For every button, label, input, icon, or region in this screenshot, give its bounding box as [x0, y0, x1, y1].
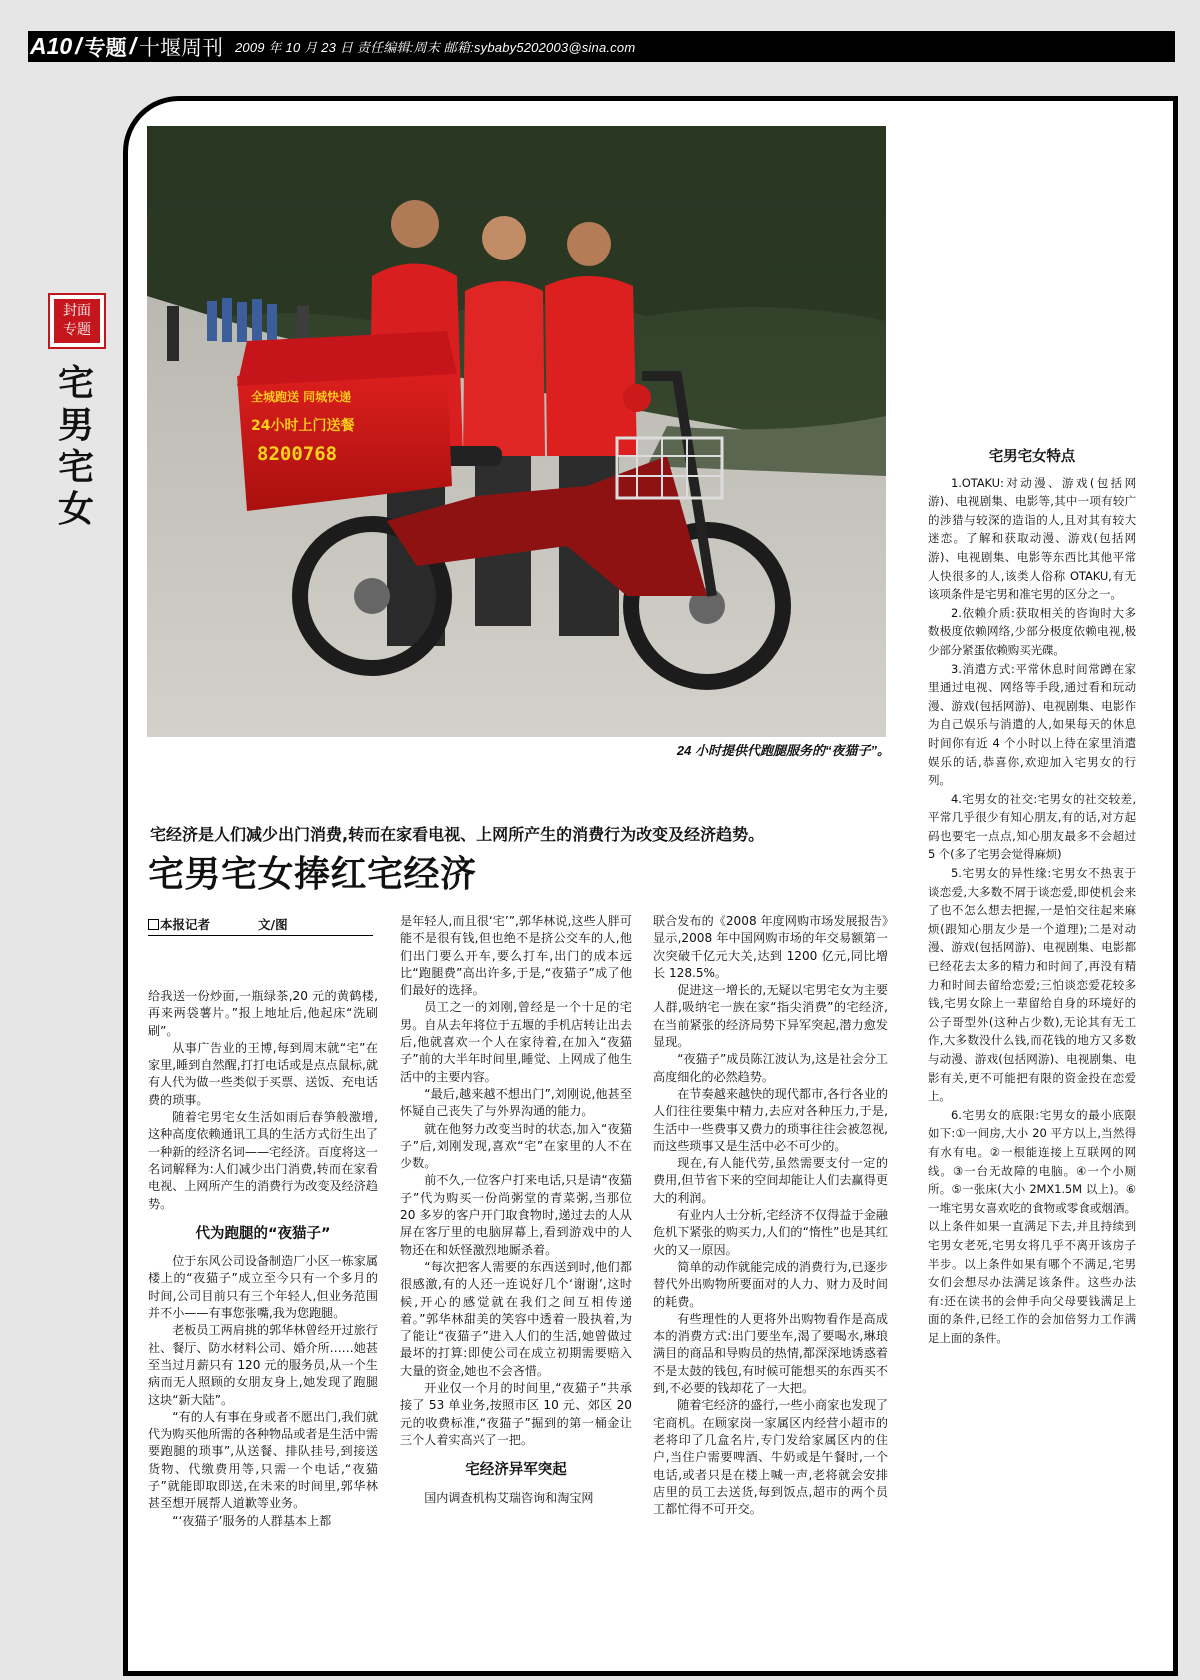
- header-separator: /: [129, 33, 136, 59]
- sidebar-item: 4.宅男女的社交:宅男女的社交较差,平常几乎很少有知心朋友,有的话,对方起码也要宅一点点,知心朋友最多不会超过 5 个(多了宅男会觉得麻烦): [928, 791, 1136, 862]
- article-photo: [147, 126, 886, 737]
- subhead: 代为跑腿的“夜猫子”: [195, 1225, 331, 1242]
- byline: [148, 915, 378, 933]
- section-name: 专题: [84, 35, 127, 60]
- byline-reporter: 本报记者: [160, 917, 211, 932]
- paragraph: 联合发布的《2008 年度网购市场发展报告》显示,2008 年中国网购市场的年交易额第一次突破千亿元大关,达到 1200 亿元,同比增长 128.5%。: [653, 914, 888, 980]
- paragraph: 随着宅男宅女生活如雨后春笋般激增,这种高度依赖通讯工具的生活方式衍生出了一种新的经济名词——宅经济。百度将这一名词解释为:人们减少出门消费,转而在家看电视、上网所产生的消费行为改变及经济趋势。: [148, 1110, 378, 1211]
- sidebar-item: 1.OTAKU:对动漫、游戏(包括网游)、电视剧集、电影等,其中一项有较广的涉猎与较深的造诣的人,且对其有较大迷恋。了解和获取动漫、游戏(包括网游)、电视剧集、电影等东西比其他平常人快很多的人,该类人俗称 OTAKU,有无该项条件是宅男和准宅男的区分之一。: [928, 475, 1136, 602]
- paragraph: 从事广告业的王博,每到周末就“宅”在家里,睡到自然醒,打打电话或是点点鼠标,就有人代为做一些类似于买票、送饭、充电话费的琐事。: [148, 1040, 378, 1107]
- paragraph: 国内调查机构艾瑞咨询和淘宝网: [424, 1490, 594, 1505]
- paragraph: “‘夜猫子’服务的人群基本上都: [172, 1513, 332, 1528]
- header-separator: /: [75, 33, 82, 59]
- badge-line: 封面: [63, 303, 91, 319]
- paragraph: “夜猫子”成员陈江波认为,这是社会分工高度细化的必然趋势。: [653, 1052, 888, 1084]
- sidebar-item: 3.消遣方式:平常休息时间常蹲在家里通过电视、网络等手段,通过看和玩动漫、游戏(包括网游)、电视剧集、电影作为自己娱乐与消遣的人,如果每天的休息时间你有近 4 个小时以上待在家里消遣娱乐的话,恭喜你,欢迎加入宅男女的行列。: [928, 661, 1136, 788]
- sign-line: 全城跑送 同城快递: [251, 390, 352, 404]
- side-title-char: 宅: [57, 446, 94, 488]
- side-title-char: 宅: [57, 362, 94, 404]
- paragraph: 给我送一份炒面,一瓶绿茶,20 元的黄鹤楼,再来两袋薯片。”报上地址后,他起床“洗刷刷”。: [148, 989, 378, 1038]
- badge-line: 专题: [63, 322, 91, 338]
- sidebar-title: 宅男宅女特点: [988, 449, 1076, 465]
- cover-topic-badge: [48, 293, 106, 349]
- paragraph: 随着宅经济的盛行,一些小商家也发现了宅商机。在顾家岗一家属区内经营小超市的老将印了几盒名片,专门发给家属区内的住户,当住户需要啤酒、牛奶或是午餐时,一个电话,或者只是在楼上喊一声,老将就会安排店里的员工去送货,每到饭点,超市的两个员工都忙得不可开交。: [653, 1398, 888, 1517]
- paragraph: 员工之一的刘刚,曾经是一个十足的宅男。自从去年将位于五堰的手机店转让出去后,他就喜欢一个人在家待着,在加入“夜猫子”前的大半年时间里,睡觉、上网成了他生活中的主要内容。: [400, 1000, 632, 1084]
- paragraph: 位于东风公司设备制造厂小区一栋家属楼上的“夜猫子”成立至今只有一个多月的时间,公司目前只有三个年轻人,但业务范围并不小——有事您张嘴,我为您跑腿。: [148, 1254, 378, 1321]
- paragraph: “每次把客人需要的东西送到时,他们都很感激,有的人还一连说好几个‘谢谢’,这时候,开心的感觉就在我们之间互相传递着。”郭华林甜美的笑容中透着一股执着,为了能让“夜猫子”进入人们的生活,她曾做过最坏的打算:即使公司在成立初期需要赔入大量的资金,她也不会吝惜。: [400, 1259, 632, 1378]
- article-column-3: [653, 913, 888, 1518]
- sidebar-item: 5.宅男女的异性缘:宅男女不热衷于谈恋爱,大多数不屑于谈恋爱,即使机会来了也不怎么想去把握,一是怕交往起来麻烦(跟知心朋友少是一个道理);二是对动漫、游戏(包括网游)、电视剧集、电影都已经花去太多的精力和时间了,再没有精力和时间去留给恋爱;三怕谈恋爱花较多钱,宅男女除上一辈留给自身的环境好的公子哥型外(这种占少数),无论其有无工作,大多数没什么钱,而花钱的地方又多数与动漫、游戏(包括网游)、电视剧集、电影有关,更不可能把有限的资金投在恋爱上。: [928, 866, 1136, 1104]
- issue-meta: 2009 年 10 月 23 日 责任编辑:周末 邮箱:sybaby5202003@sina.com: [234, 40, 636, 55]
- byline-role: 文/图: [258, 917, 288, 932]
- page-number: A10: [30, 33, 73, 59]
- side-title-char: 男: [57, 404, 94, 446]
- paragraph: 有业内人士分析,宅经济不仅得益于金融危机下紧张的购买力,人们的“惰性”也是其红火的又一原因。: [653, 1208, 888, 1257]
- sign-text: [247, 388, 447, 465]
- sign-line: 8200768: [257, 443, 338, 465]
- paragraph: 现在,有人能代劳,虽然需要支付一定的费用,但节省下来的空间却能让人们去赢得更大的利润。: [653, 1156, 888, 1205]
- paragraph: 有些理性的人更将外出购物看作是高成本的消费方式:出门要坐车,渴了要喝水,琳琅满目的商品和导购员的热情,都深深地诱惑着不是太鼓的钱包,有时候可能想买的东西买不到,不必要的钱却花了一大把。: [653, 1311, 888, 1396]
- article-column-1: [148, 988, 378, 1530]
- sidebar-item: 2.依赖介质:获取相关的咨询时大多数极度依赖网络,少部分极度依赖电视,极少部分紧蛋依赖购买光碟。: [928, 605, 1136, 657]
- article-deck: 宅经济是人们减少出门消费,转而在家看电视、上网所产生的消费行为改变及经济趋势。: [150, 825, 765, 844]
- paragraph: 前不久,一位客户打来电话,只是请“夜猫子”代为购买一份尚粥堂的青菜粥,当那位 20 多岁的客户开门取食物时,递过去的人从屏在客厅里的电脑屏幕上,看到游戏中的人物还在和妖怪激烈地厮杀着。: [400, 1173, 632, 1257]
- article-headline: 宅男宅女捧红宅经济: [148, 853, 477, 895]
- paragraph: “最后,越来越不想出门”,刘刚说,他甚至怀疑自己丧失了与外界沟通的能力。: [400, 1086, 632, 1119]
- photo-caption: 24 小时提供代跑腿服务的“夜猫子”。: [676, 743, 890, 758]
- subhead: 宅经济异军突起: [465, 1462, 567, 1479]
- side-vertical-title: [52, 362, 100, 530]
- paragraph: 简单的动作就能完成的消费行为,已逐步替代外出购物所要面对的人力、财力及时间的耗费。: [653, 1259, 888, 1309]
- paragraph: 开业仅一个月的时间里,“夜猫子”共承接了 53 单业务,按照市区 10 元、郊区 20 元的收费标准,“夜猫子”掘到的第一桶金让三个人着实高兴了一把。: [400, 1381, 632, 1447]
- paragraph: 促进这一增长的,无疑以宅男宅女为主要人群,吸纳宅一族在家“指尖消费”的宅经济,在当前紧张的经济局势下异军突起,潜力愈发显现。: [653, 983, 888, 1050]
- byline-rule: [148, 935, 373, 936]
- side-title-char: 女: [57, 488, 94, 530]
- sign-line: 24小时上门送餐: [251, 418, 355, 434]
- paragraph: “有的人有事在身或者不愿出门,我们就代为购买他所需的各种物品或者是生活中需要跑腿的琐事”,从送餐、排队挂号,到接送货物、代缴费用等,只需一个电话,“夜猫子”就能即取即送,在未来的时间里,郭华林甚至想开展帮人道歉等业务。: [148, 1409, 378, 1511]
- paragraph: 是年轻人,而且很‘宅’”,郭华林说,这些人胖可能不是很有钱,但也绝不是挤公交车的人,他们出门要么开车,要么打车,出门的成本远比“跑腿费”高出许多,于是,“夜猫子”成了他们最好的选择。: [400, 914, 632, 998]
- article-column-2: [400, 913, 632, 1507]
- paper-name: 十堰周刊: [138, 35, 223, 60]
- page-header-bar: [28, 31, 1175, 62]
- byline-box-icon: [148, 919, 159, 930]
- sidebar-features: [928, 448, 1136, 1348]
- paragraph: 老板员工两肩挑的郭华林曾经开过旅行社、餐厅、防水材料公司、婚介所……她甚至当过月薪只有 120 元的服务员,从一个生病而无人照顾的女朋友身上,她发现了跑腿这块“新大陆”。: [148, 1323, 378, 1407]
- paragraph: 就在他努力改变当时的状态,加入“夜猫子”后,刘刚发现,喜欢“宅”在家里的人不在少数。: [400, 1121, 632, 1171]
- sidebar-item: 6.宅男女的底限:宅男女的最小底限如下:①一间房,大小 20 平方以上,当然得有水有电。②一根能连接上互联网的网线。③一台无故障的电脑。④一个小厕所。⑤一张床(大小 2MX1.5M 以上)。⑥一堆宅男女喜欢吃的食物或零食或烟酒。以上条件如果一直满足下去,并且持续到宅男女老死,宅男女将几乎不离开该房子半步。以上条件如果有哪个不满足,宅男女们会想尽办法满足该条件。这些办法有:还在读书的会伸手向父母要钱满足上面的条件,已经工作的会加倍努力工作满足上面的条件。: [928, 1107, 1136, 1345]
- paragraph: 在节奏越来越快的现代都市,各行各业的人们往往要集中精力,去应对各种压力,于是,生活中一些费事又费力的琐事往往会被忽视,而这些琐事又是生活中必不可少的。: [653, 1086, 888, 1153]
